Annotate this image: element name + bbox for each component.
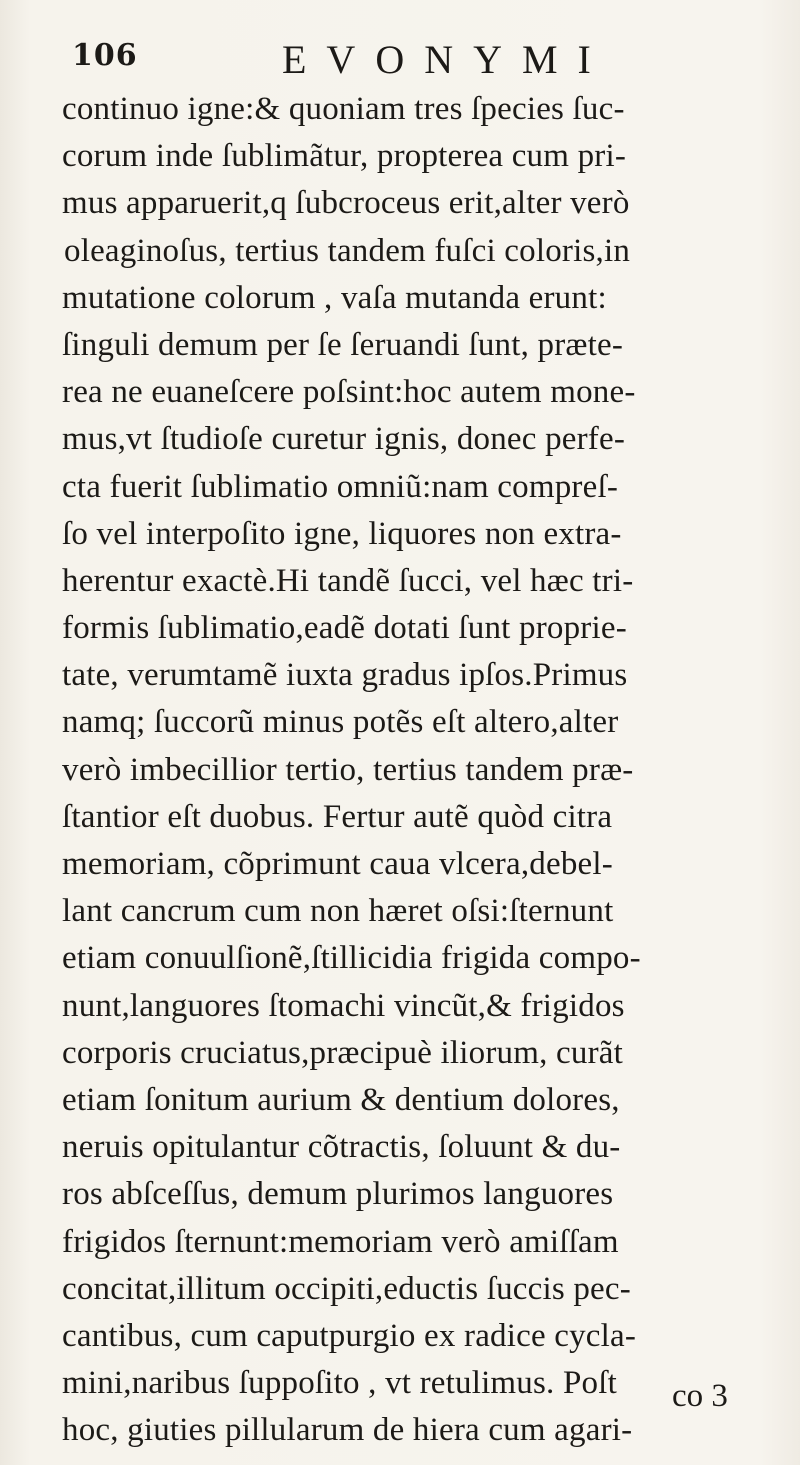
text-line: neruis opitulantur cõtractis, ſoluunt & du- bbox=[62, 1129, 621, 1166]
text-line: ſinguli demum per ſe ſeruandi ſunt, præte- bbox=[62, 326, 624, 363]
text-line: ros abſceſſus, demum plurimos languores bbox=[62, 1176, 614, 1213]
page-header bbox=[0, 28, 800, 82]
text-line: cta fuerit ſublimatio omniũ:nam compreſ- bbox=[62, 468, 619, 505]
page-number: 106 bbox=[72, 38, 138, 73]
text-line: corum inde ſublimãtur, propterea cum pri- bbox=[62, 138, 627, 175]
text-line: tate, verumtamẽ iuxta gradus ipſos.Primus bbox=[62, 657, 628, 694]
text-line: mus,vt ſtudioſe curetur ignis, donec perfe- bbox=[62, 421, 626, 458]
text-line: concitat,illitum occipiti,eductis ſuccis pec- bbox=[62, 1270, 631, 1307]
text-line: cantibus, cum caputpurgio ex radice cycla- bbox=[62, 1317, 637, 1354]
text-line: verò imbecillior tertio, tertius tandem præ- bbox=[62, 751, 634, 788]
text-line: herentur exactè.Hi tandẽ ſucci, vel hæc tri- bbox=[62, 562, 634, 599]
text-line: continuo igne:& quoniam tres ſpecies ſuc- bbox=[62, 91, 625, 127]
text-line: mus apparuerit,q ſubcroceus erit,alter verò bbox=[62, 185, 630, 222]
text-line: memoriam, cõprimunt caua vlcera,debel- bbox=[62, 846, 613, 882]
running-title: EVONYMI bbox=[282, 37, 611, 82]
body-text bbox=[62, 86, 782, 1454]
catchword: co 3 bbox=[672, 1378, 728, 1414]
text-line: etiam conuulſionẽ,ſtillicidia frigida compo- bbox=[62, 940, 641, 977]
text-line: namq; ſuccorũ minus potẽs eſt altero,alter bbox=[62, 704, 619, 741]
text-line: ſtantior eſt duobus. Fertur autẽ quòd citra bbox=[62, 798, 613, 835]
text-line: etiam ſonitum aurium & dentium dolores, bbox=[62, 1081, 620, 1118]
text-line: rea ne euaneſcere poſsint:hoc autem mone- bbox=[62, 374, 636, 411]
text-line: mini,naribus ſuppoſito , vt retulimus. Poſt bbox=[62, 1365, 617, 1402]
text-line: lant cancrum cum non hæret oſsi:ſternunt bbox=[62, 893, 614, 930]
text-line: oleaginoſus, tertius tandem fuſci coloris,in bbox=[64, 232, 631, 269]
text-line: corporis cruciatus,præcipuè iliorum, curãt bbox=[62, 1034, 623, 1071]
text-line: nunt,languores ſtomachi vincũt,& frigidos bbox=[62, 987, 625, 1024]
text-line: mutatione colorum , vaſa mutanda erunt: bbox=[62, 279, 607, 316]
text-line: formis ſublimatio,eadẽ dotati ſunt proprie- bbox=[62, 610, 627, 647]
text-line: hoc, giuties pillularum de hiera cum agari- bbox=[62, 1412, 633, 1449]
text-line: ſo vel interpoſito igne, liquores non extra- bbox=[62, 515, 622, 552]
text-line: frigidos ſternunt:memoriam verò amiſſam bbox=[62, 1223, 619, 1260]
